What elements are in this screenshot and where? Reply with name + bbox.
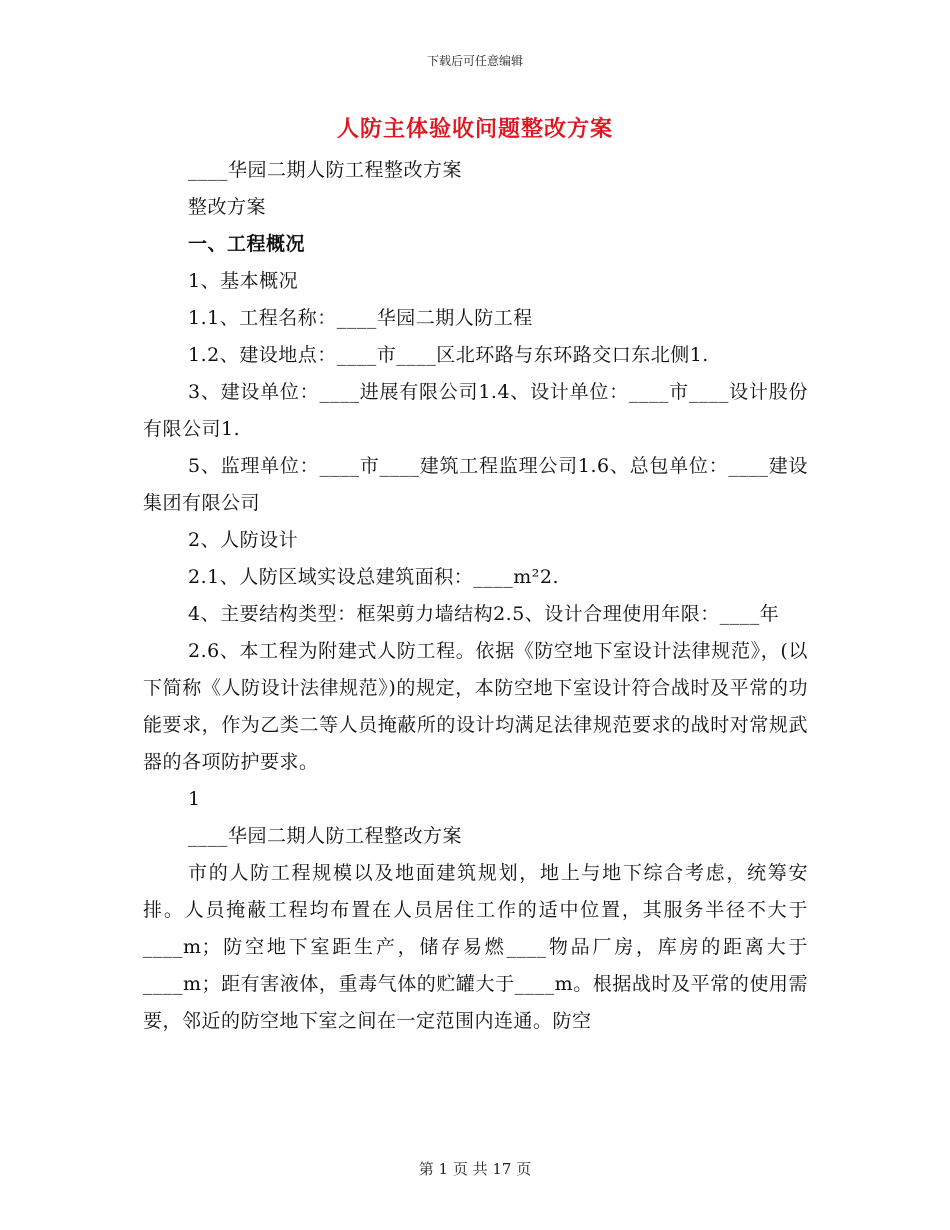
construction-unit-line: 3、建设单位：____进展有限公司1.4、设计单位：____市____设计股份有限公司1. — [143, 381, 808, 440]
inline-page-number: 1 — [188, 788, 201, 810]
page-footer-counter: 第 1 页 共 17 页 — [418, 1160, 532, 1178]
structure-type-line: 4、主要结构类型：框架剪力墙结构2.5、设计合理使用年限：____年 — [188, 603, 780, 625]
page-header-note: 下载后可任意编辑 — [426, 54, 523, 68]
design-basis-paragraph: 2.6、本工程为附建式人防工程。依据《防空地下室设计法律规范》，(以下简称《人防设计法律规范》)的规定，本防空地下室设计符合战时及平常的功能要求，作为乙类二等人员掩蔽所的设计均满足法律规范要求的战时对常规武器的各项防护要求。 — [143, 640, 808, 773]
subtitle-paragraph: ____华园二期人防工程整改方案 — [188, 159, 463, 181]
section-label: 整改方案 — [188, 196, 267, 218]
heading-project-overview: 一、工程概况 — [188, 233, 306, 255]
supervision-unit-line: 5、监理单位：____市____建筑工程监理公司1.6、总包单位：____建设集团有限公司 — [143, 455, 808, 514]
document-body — [143, 152, 808, 1040]
subheading-civil-defense-design: 2、人防设计 — [188, 529, 299, 551]
project-name-line: 1.1、工程名称：____华园二期人防工程 — [188, 307, 533, 329]
area-line: 2.1、人防区域实设总建筑面积：____m²2. — [188, 566, 559, 588]
repeated-subtitle-paragraph: ____华园二期人防工程整改方案 — [188, 825, 463, 847]
subheading-basic-overview: 1、基本概况 — [188, 270, 299, 292]
construction-site-line: 1.2、建设地点：____市____区北环路与东环路交口东北侧1. — [188, 344, 709, 366]
document-title: 人防主体验收问题整改方案 — [336, 116, 613, 142]
planning-paragraph: 市的人防工程规模以及地面建筑规划，地上与地下综合考虑，统筹安排。人员掩蔽工程均布置在人员居住工作的适中位置，其服务半径不大于____m；防空地下室距生产，储存易燃____物品厂房，库房的距离大于____m；距有害液体，重毒气体的贮罐大于____m。根据战时及平常的使用需要，邻近的防空地下室之间在一定范围内连通。防空 — [143, 862, 808, 1032]
